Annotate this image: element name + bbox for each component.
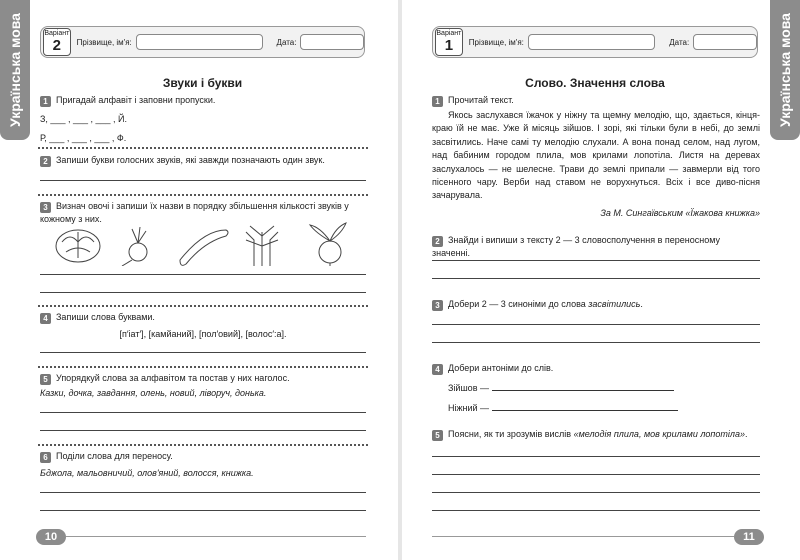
subject-tab-label: Українська мова (7, 13, 23, 127)
task-divider (38, 305, 368, 307)
worksheet-header (432, 26, 758, 58)
task-5 (40, 372, 366, 400)
surname-field[interactable] (528, 34, 655, 50)
answer-line[interactable] (40, 352, 366, 353)
words-to-split: Бджола, мальовничий, олов'яний, волосся, книжка. (40, 468, 254, 478)
page-title: Звуки і букви (162, 76, 243, 90)
footer-line (432, 536, 734, 537)
target-phrase: «мелодія плила, мов крилами лопотіла» (573, 429, 745, 439)
target-word: засвітились (588, 299, 641, 309)
task-instruction: Добери антоніми до слів. (448, 363, 554, 373)
antonym-word-1: Зійшов — (448, 383, 489, 393)
task-divider (38, 147, 368, 149)
cabbage-icon (56, 230, 100, 262)
answer-line[interactable] (432, 342, 760, 343)
task-3 (432, 298, 760, 311)
answer-line[interactable] (432, 492, 760, 493)
variant-number: 1 (444, 37, 454, 54)
task-number: 1 (432, 96, 443, 107)
task-1 (432, 94, 760, 220)
task-instruction: Пригадай алфавіт і заповни пропуски. (56, 95, 216, 105)
task-6 (40, 450, 366, 480)
answer-line[interactable] (432, 278, 760, 279)
task-instruction: Знайди і випиши з тексту 2 — 3 словосполучення в переносному значенні. (432, 235, 720, 258)
task-number: 6 (40, 452, 51, 463)
radish-icon (122, 227, 147, 266)
task-number: 1 (40, 96, 51, 107)
words-to-sort: Казки, дочка, завдання, олень, новий, ліворуч, донька. (40, 388, 267, 398)
worksheet-header (40, 26, 365, 58)
surname-field[interactable] (136, 34, 263, 50)
answer-line[interactable] (40, 430, 366, 431)
answer-line[interactable] (40, 492, 366, 493)
subject-tab-label: Українська мова (777, 13, 793, 127)
vegetables-illustration (40, 222, 366, 266)
task-number: 5 (40, 374, 51, 385)
answer-line[interactable] (40, 180, 366, 181)
dill-icon (246, 226, 278, 266)
page-number: 11 (734, 529, 764, 545)
task-instruction: Поясни, як ти зрозумів вислів (448, 429, 574, 439)
task-instruction: Упорядкуй слова за алфавітом та постав у них наголос. (56, 373, 290, 383)
answer-line[interactable] (40, 412, 366, 413)
antonym-word-2: Ніжний — (448, 403, 490, 413)
task-number: 5 (432, 430, 443, 441)
beet-icon (310, 223, 346, 266)
task-instruction: Прочитай текст. (448, 95, 514, 105)
date-label: Дата: (276, 37, 297, 47)
answer-line[interactable] (432, 260, 760, 261)
surname-label: Прізвище, ім'я: (76, 37, 132, 47)
answer-line[interactable] (432, 510, 760, 511)
transcription-words: [п′іат′], [камйаний], [пол′овий], [волос′:а]. (119, 329, 287, 339)
task-4 (40, 311, 366, 341)
antonym-answer-2[interactable] (492, 401, 678, 411)
subject-tab (0, 0, 30, 140)
task-number: 3 (40, 202, 51, 213)
variant-box (435, 28, 463, 56)
alphabet-row-1: З, ___ , ___ , ___ , Й. (40, 114, 127, 124)
task-instruction: Поділи слова для переносу. (56, 451, 173, 461)
answer-line[interactable] (432, 474, 760, 475)
cucumber-icon (180, 230, 228, 265)
task-2 (432, 234, 760, 260)
antonym-answer-1[interactable] (492, 381, 674, 391)
task-1 (40, 94, 366, 145)
task-divider (38, 194, 368, 196)
task-number: 2 (432, 236, 443, 247)
right-page (400, 0, 800, 560)
task-4 (432, 362, 760, 415)
footer-line (66, 536, 366, 537)
variant-label: Варіант (44, 30, 70, 37)
task-instruction-end: . (744, 429, 748, 439)
task-2 (40, 154, 366, 167)
task-instruction: Запиши букви голосних звуків, які завжди позначають один звук. (56, 155, 325, 165)
date-label: Дата: (669, 37, 690, 47)
variant-label: Варіант (436, 30, 462, 37)
page-number: 10 (36, 529, 66, 545)
surname-label: Прізвище, ім'я: (468, 37, 524, 47)
date-field[interactable] (693, 34, 757, 50)
alphabet-row-2: Р, ___ , ___ , ___ , Ф. (40, 133, 127, 143)
task-number: 4 (40, 313, 51, 324)
answer-line[interactable] (432, 456, 760, 457)
task-number: 4 (432, 364, 443, 375)
task-number: 2 (40, 156, 51, 167)
task-number: 3 (432, 300, 443, 311)
task-instruction: Визнач овочі і запиши їх назви в порядку збільшення кількості звуків у кожному з них. (40, 201, 349, 224)
date-field[interactable] (300, 34, 364, 50)
answer-line[interactable] (432, 324, 760, 325)
reading-passage: Якось заслухався їжачок у ніжну та щемну мелодію, що, здається, кінця-краю їй не має. Уже й місяць зійшов. І зорі, які тільки були в небі, до землі засвітились. Наче самі ту мелодію слухали. А вона понад селом, над лугом, над бабиним городом плила, мов крилами лопотіла. Листя на деревах заслухалось — не шелесне. Трави до землі припали — завмерли від того пісенного чару. Верби над ставом не ворухнуться. Всіх і все диво-пісня зачарувала. (432, 110, 760, 201)
answer-line[interactable] (40, 274, 366, 275)
answer-line[interactable] (40, 292, 366, 293)
task-instruction: Запиши слова буквами. (56, 312, 155, 322)
task-divider (38, 444, 368, 446)
task-divider (38, 366, 368, 368)
subject-tab (770, 0, 800, 140)
variant-box (43, 28, 71, 56)
variant-number: 2 (52, 37, 61, 54)
page-title: Слово. Значення слова (525, 76, 665, 90)
task-5 (432, 428, 760, 441)
passage-source: За М. Сингаївським «Їжакова книжка» (600, 207, 760, 218)
task-instruction-end: . (640, 299, 643, 309)
task-instruction: Добери 2 — 3 синоніми до слова (448, 299, 589, 309)
answer-line[interactable] (40, 510, 366, 511)
